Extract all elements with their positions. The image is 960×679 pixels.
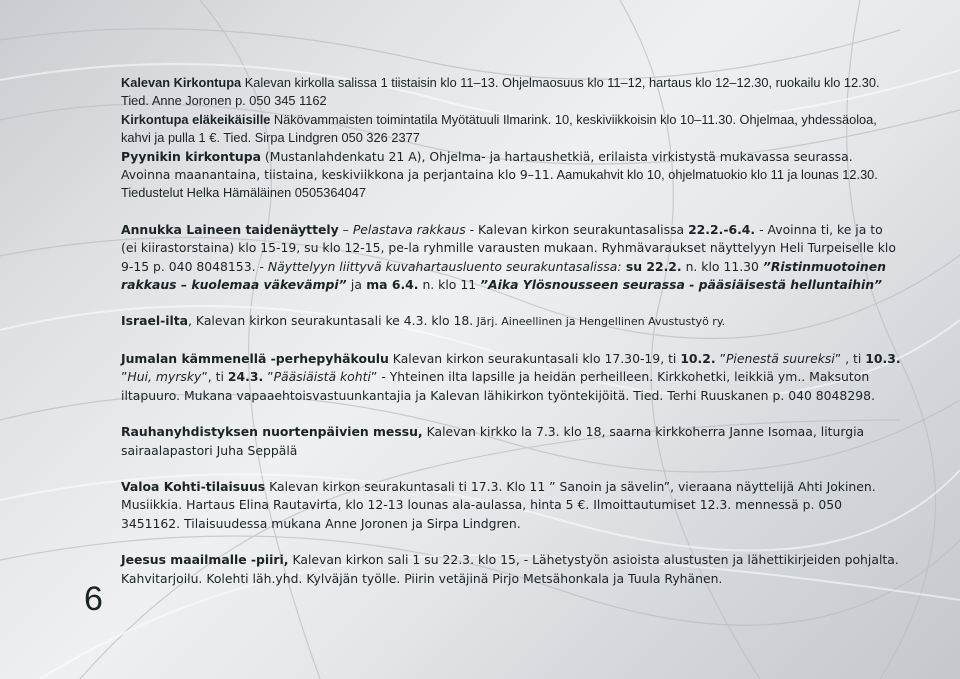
entry-text: ” - Yhteinen ilta lapsille ja heidän perheilleen. Kirkkohetki, leikkiä ym.. Maksuton iltapuuro. Mukana vapaaehtoisvastuunkantajia ja Kalevan lähikirkon työntekijöitä. Tied. Terhi Ruuskanen p. 040 8048298. <box>121 369 875 403</box>
event-theme: Pääsiäistä kohti <box>273 369 371 385</box>
entry-title: Pyynikin kirkontupa <box>121 148 261 164</box>
event-date: 10.3. <box>865 350 901 366</box>
entry-kammenella <box>121 350 901 405</box>
entry-text: ” , ti <box>834 350 866 366</box>
entry-title: Kirkontupa eläkeikäisille <box>121 111 271 127</box>
entry-text: Aamukahvit klo 10, ohjelmatuokio klo 11 ja lounas 12.30. Tiedustelut Helka Hämäläinen 0505364047 <box>121 167 878 201</box>
quote-mark: ” <box>121 369 128 385</box>
lecture-title: ”Aika Ylösnousseen seurassa - pääsiäisestä helluntaihin” <box>480 277 883 293</box>
entry-title: Valoa Kohti-tilaisuus <box>121 478 266 494</box>
entry-text: Näkövammaisten toimintatila Myötätuuli Ilmarink. 10, keskiviikkoisin klo 10–11.30. Ohjelmaa, yhdessäoloa, kahvi ja pulla 1 €. Tied. Sirpa Lindgren 050 326 2377 <box>121 111 877 146</box>
entry-title: Rauhanyhdistyksen nuortenpäivien messu, <box>121 424 423 440</box>
organizer-note: Järj. Aineellinen ja Hengellinen Avustustyö ry. <box>473 315 726 329</box>
page-number: 6 <box>84 580 103 618</box>
entry-text: Kalevan kirkolla salissa 1 tiistaisin klo 11–13. Ohjelmaosuus klo 11–12, hartaus klo 12–12.30, ruokailu klo 12.30. Tied. Anne Joronen p. 050 345 1162 <box>121 75 880 109</box>
entry-elakeikaisille <box>121 111 901 148</box>
event-date: 24.3. <box>227 369 264 385</box>
entry-text: (Mustanlahdenkatu 21 A), Ohjelma- ja hartaushetkiä, erilaista virkistystä mukavassa seurassa. Avoinna maanantaina, tiistaina, keskiviikkona ja perjantaina klo 9–11. <box>121 148 853 183</box>
entry-taidenayttely <box>121 221 901 295</box>
event-theme: Hui, myrsky <box>127 369 202 385</box>
entry-text: , Kalevan kirkon seurakuntasali ke 4.3. klo 18. <box>188 313 474 329</box>
entry-text: Kalevan kirkon sali 1 su 22.3. klo 15, - Lähetystyön asioista alustusten ja lähettikirjeiden pohjalta. Kahvitarjoilu. Kolehti läh.yhd. Kylväjän työlle. Piirin vetäjinä Pirjo Metsähonkala ja Tuula Ryhänen. <box>121 552 899 586</box>
entry-title: Jumalan kämmenellä -perhepyhäkoulu <box>121 350 389 366</box>
entry-text: n. klo 11 <box>418 277 481 293</box>
separator: – <box>338 221 353 237</box>
entry-text: n. klo 11.30 <box>681 258 763 274</box>
event-theme: Pienestä suureksi <box>725 350 835 366</box>
lecture-intro: Näyttelyyn liittyvä kuvahartausluento seurakuntasalissa: <box>267 258 622 274</box>
lecture-title: ”Ristinmuotoinen rakkaus – kuolemaa väkevämpi” <box>121 258 886 293</box>
exhibition-name: Pelastava rakkaus <box>352 221 466 237</box>
exhibition-dates: 22.2.-6.4. <box>688 221 756 237</box>
entry-text: ja <box>350 277 362 293</box>
entry-title: Annukka Laineen taidenäyttely <box>121 221 339 237</box>
entry-title: Israel-ilta <box>121 313 189 329</box>
quote-mark: ” <box>263 369 274 385</box>
event-date: 10.2. <box>680 350 716 366</box>
event-listing <box>121 74 901 588</box>
entry-title: Jeesus maailmalle -piiri, <box>121 552 289 568</box>
entry-text: ”, ti <box>201 369 228 385</box>
entry-pyynikki <box>121 148 901 203</box>
entry-text: - Kalevan kirkon seurakuntasalissa <box>465 221 689 237</box>
quote-mark: ” <box>715 350 726 366</box>
entry-text: Kalevan kirkko la 7.3. klo 18, saarna kirkkoherra Janne Isomaa, liturgia sairaalapastori Juha Seppälä <box>121 424 865 458</box>
entry-piiri <box>121 551 901 588</box>
entry-israel <box>121 312 901 331</box>
lecture-date: ma 6.4. <box>361 277 419 293</box>
entry-text: Kalevan kirkon seurakuntasali ti 17.3. Klo 11 ” Sanoin ja sävelin”, vieraana näyttelijä Ahti Jokinen. Musiikkia. Hartaus Elina Rautavirta, klo 12-13 lounas ala-aulassa, hinta 5 €. Ilmoittautumiset 12.3. mennessä p. 050 3451162. Tilaisuudessa mukana Anne Joronen ja Sirpa Lindgren. <box>121 478 876 531</box>
entry-messu <box>121 423 901 460</box>
entry-title: Kalevan Kirkontupa <box>121 75 242 90</box>
lecture-date: su 22.2. <box>621 258 682 274</box>
entry-text: - Avoinna ti, ke ja to (ei kiirastorstaina) klo 15-19, su klo 12-15, pe-la ryhmille varausten mukaan. Ryhmävaraukset näyttelyyn Heli Turpeiselle klo 9-15 p. 040 8048153. - <box>121 221 896 274</box>
entry-kirkontupa <box>121 74 901 111</box>
entry-tilaisuus <box>121 478 901 533</box>
entry-text: Kalevan kirkon seurakuntasali klo 17.30-19, ti <box>388 350 681 366</box>
